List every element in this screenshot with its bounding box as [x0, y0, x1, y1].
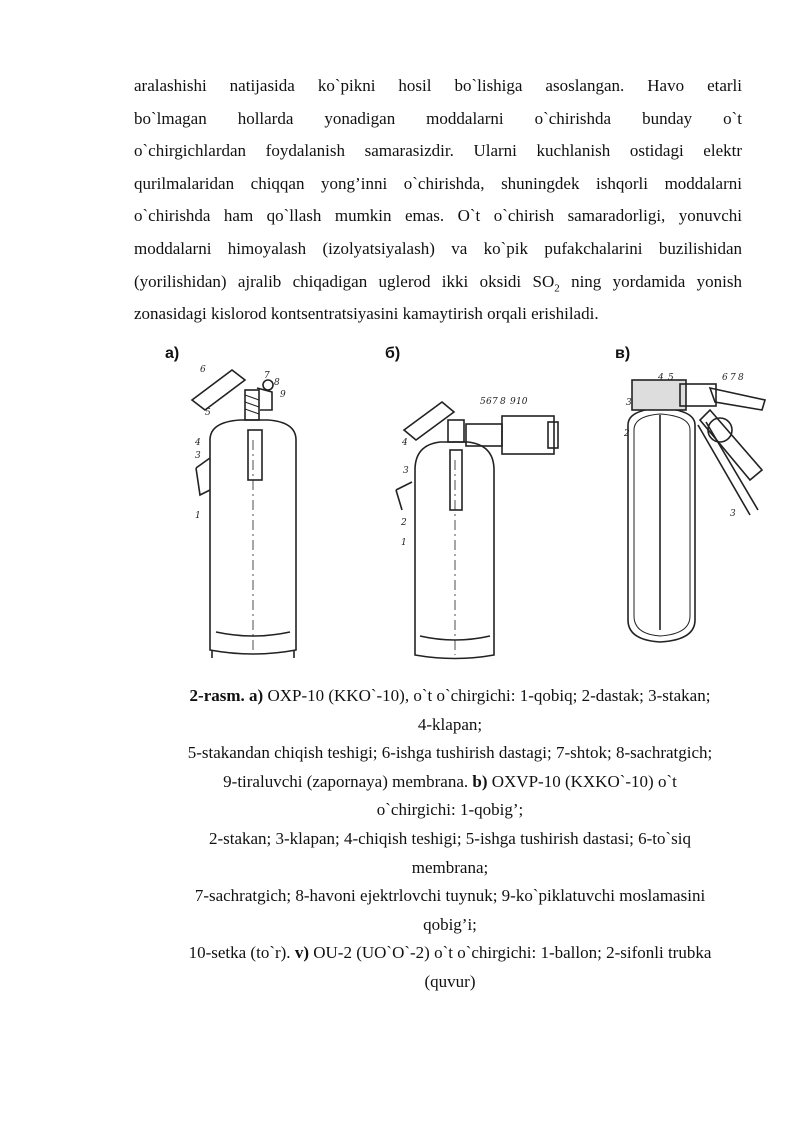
- caption-bold: 2-rasm. a): [189, 686, 264, 705]
- caption-text: OXVP-10 (KXKO`-10) o`t: [487, 771, 677, 791]
- callout-a: 7: [264, 371, 270, 381]
- caption-line: (quvur): [424, 971, 476, 991]
- caption-line: [150, 939, 750, 968]
- callout-c: 3: [730, 509, 736, 519]
- callout-b: 10: [516, 397, 528, 407]
- callout-c: 5: [668, 373, 674, 383]
- extinguisher-b-drawing: [396, 402, 558, 659]
- paragraph-line: o`chirgichlardan foydalanish samarasizdir. Ularni kuchlanish ostidagi elektr: [134, 141, 742, 161]
- callout-c: 2: [624, 429, 630, 439]
- callout-b: 1: [401, 538, 407, 548]
- caption-text: 9-tiraluvchi (zapornaya) membrana.: [223, 771, 473, 791]
- callout-b: 2: [401, 518, 407, 528]
- callout-a: 6: [200, 365, 206, 375]
- caption-line: [150, 682, 750, 711]
- caption-text: OU-2 (UO`O`-2) o`t o`chirgichi: 1-ballon; 2-sifonli trubka: [308, 943, 712, 963]
- caption-line: 4-klapan;: [417, 714, 483, 734]
- caption-text: OXP-10 (KKO`-10), o`t o`chirgichi: 1-qobiq; 2-dastak; 3-stakan;: [263, 686, 711, 705]
- callout-b: 5: [480, 397, 486, 407]
- extinguisher-figure: [150, 340, 770, 670]
- caption-text: 10-setka (to`r).: [188, 943, 295, 963]
- callout-a: 1: [195, 511, 201, 521]
- caption-line: membrana;: [411, 857, 489, 877]
- figure-label-b: б): [385, 345, 401, 362]
- paragraph-line-text: (yorilishidan) ajralib chiqadigan uglerod ikki oksidi SO: [134, 271, 555, 291]
- callout-b: 6: [486, 397, 492, 407]
- callout-c: 3: [626, 398, 632, 408]
- callout-b: 7: [492, 397, 498, 407]
- paragraph-line: moddalarni himoyalash (izolyatsiyalash) va ko`pik pufakchalarini buzilishidan: [134, 238, 742, 258]
- caption-line: [150, 768, 750, 797]
- paragraph-line: bo`lmagan hollarda yonadigan moddalarni o`chirishda bunday o`t: [134, 108, 742, 128]
- callout-c: 4: [658, 373, 664, 383]
- callout-b: 9: [510, 397, 516, 407]
- callout-c: 7: [730, 373, 736, 383]
- extinguisher-drawings: [150, 340, 770, 670]
- caption-bold: v): [294, 943, 309, 963]
- paragraph-line: qurilmalaridan chiqqan yong’inni o`chirishda, shuningdek ishqorli moddalarni: [134, 173, 742, 193]
- callout-a: 5: [205, 408, 211, 418]
- callout-a: 3: [195, 451, 201, 461]
- extinguisher-c-drawing: [628, 380, 765, 642]
- paragraph-line-tail: ning yordamida yonish: [559, 271, 742, 291]
- figure-caption: [150, 682, 750, 997]
- caption-line: 7-sachratgich; 8-havoni ejektrlovchi tuynuk; 9-ko`piklatuvchi moslamasini: [194, 886, 706, 906]
- callout-c: 6: [722, 373, 728, 383]
- body-paragraph: [134, 70, 742, 331]
- caption-line: 2-stakan; 3-klapan; 4-chiqish teshigi; 5-ishga tushirish dastasi; 6-to`siq: [208, 828, 692, 848]
- caption-line: o`chirgichi: 1-qobig’;: [376, 800, 524, 820]
- paragraph-line: zonasidagi kislorod kontsentratsiyasini kamaytirish orqali erishiladi.: [134, 304, 599, 324]
- figure-label-c: в): [615, 345, 631, 362]
- callout-a: 8: [274, 378, 280, 388]
- caption-line: qobig’i;: [423, 914, 477, 934]
- caption-line: 5-stakandan chiqish teshigi; 6-ishga tushirish dastagi; 7-shtok; 8-sachratgich;: [187, 743, 713, 763]
- paragraph-line: aralashishi natijasida ko`pikni hosil bo`lishiga asoslangan. Havo etarli: [134, 76, 742, 95]
- callout-c: 8: [738, 373, 744, 383]
- paragraph-line: o`chirishda ham qo`llash mumkin emas. O`t o`chirish samaradorligi, yonuvchi: [134, 206, 742, 226]
- figure-label-a: а): [165, 345, 180, 362]
- caption-bold: b): [472, 771, 488, 791]
- callout-a: 4: [195, 438, 201, 448]
- callout-a: 9: [280, 390, 286, 400]
- paragraph-line: [134, 266, 742, 299]
- subscript: 2: [554, 281, 560, 294]
- callout-b: 3: [403, 466, 409, 476]
- callout-b: 4: [402, 438, 408, 448]
- callout-b: 8: [500, 397, 506, 407]
